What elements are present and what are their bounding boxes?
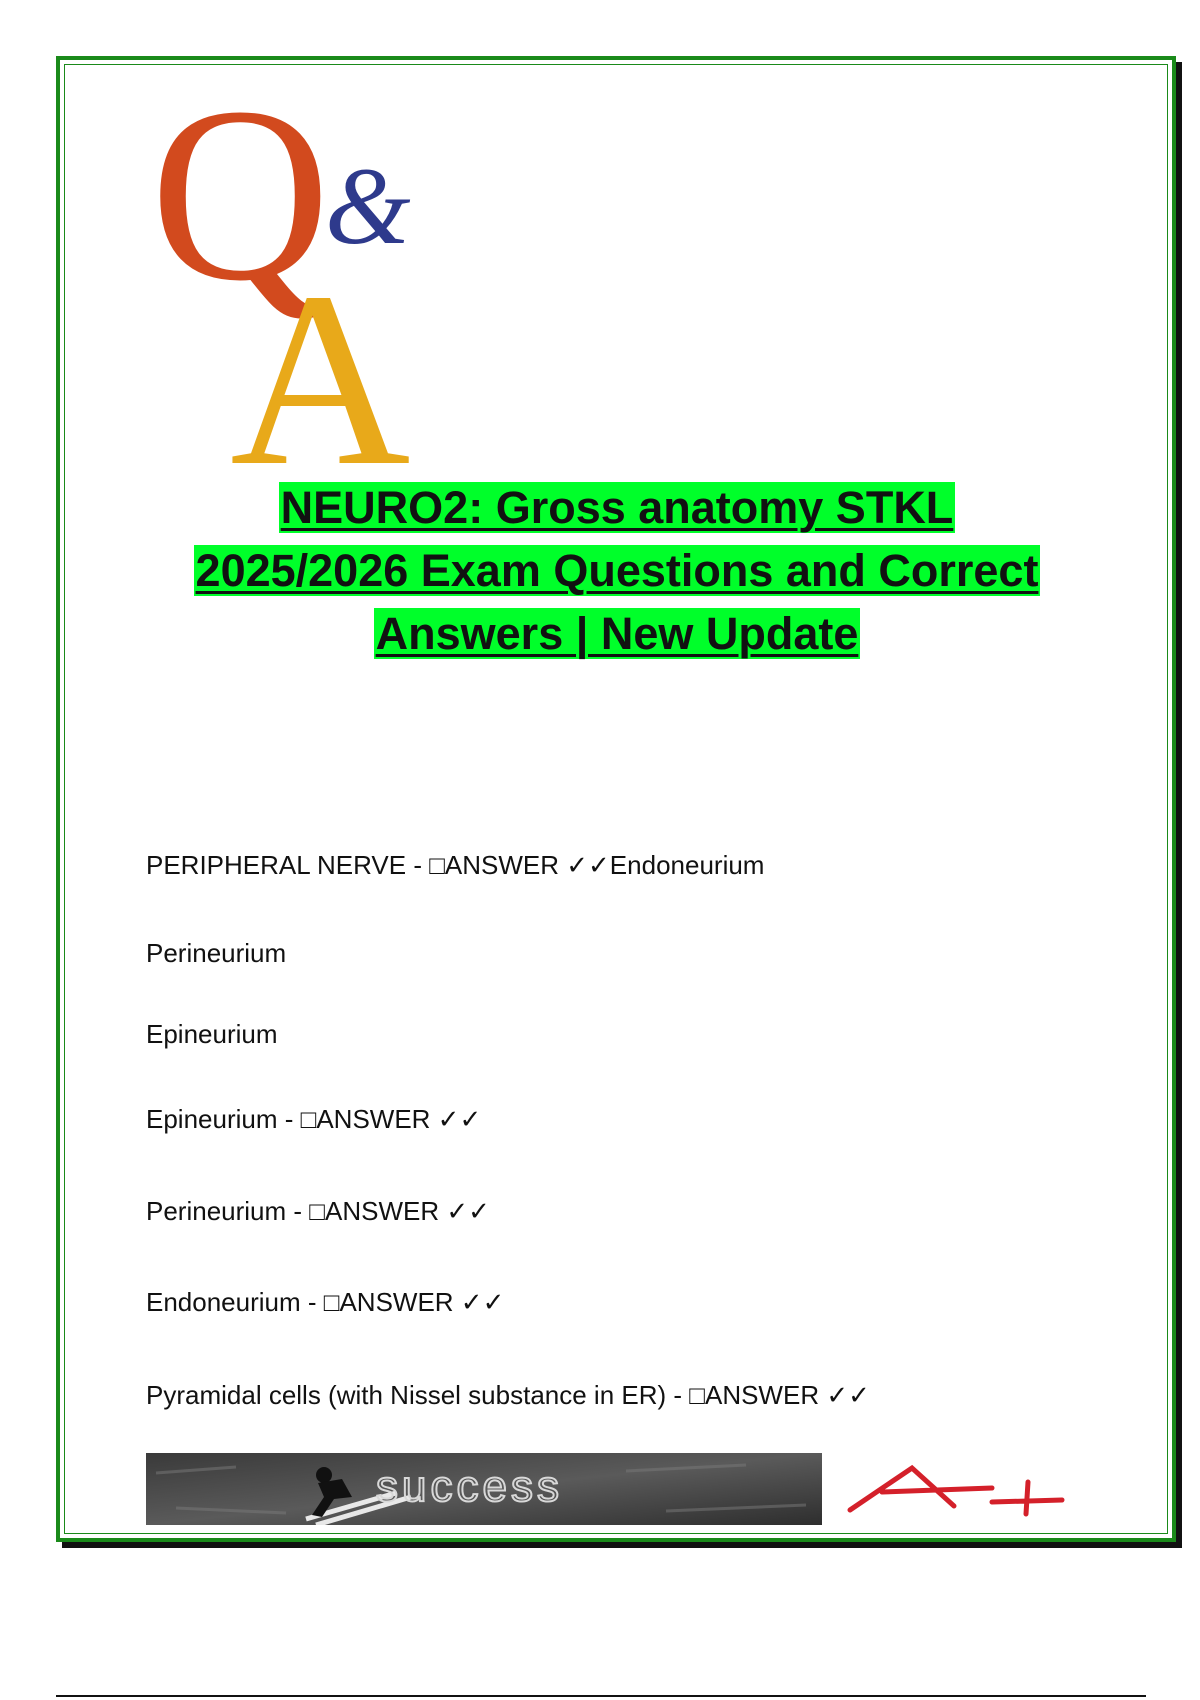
- logo-a-letter: A: [230, 241, 411, 468]
- banner-text: success: [376, 1462, 563, 1511]
- footer-divider: [56, 1695, 1146, 1697]
- logo-q-letter: Q: [150, 78, 331, 333]
- title-line: Answers | New Update: [375, 608, 859, 659]
- qa-item: Pyramidal cells (with Nissel substance in ER) - □ANSWER ✓✓: [146, 1380, 870, 1410]
- success-banner: [146, 1453, 822, 1525]
- qa-logo: [150, 78, 440, 468]
- qa-item: Endoneurium - □ANSWER ✓✓: [146, 1287, 505, 1317]
- qa-item: PERIPHERAL NERVE - □ANSWER ✓✓Endoneurium: [146, 850, 765, 880]
- title-line: NEURO2: Gross anatomy STKL: [280, 482, 954, 533]
- logo-ampersand: &: [325, 145, 411, 267]
- qa-item: Perineurium - □ANSWER ✓✓: [146, 1196, 490, 1226]
- qa-item: Epineurium: [146, 1019, 278, 1049]
- title-line: 2025/2026 Exam Questions and Correct: [195, 545, 1039, 596]
- document-title: [120, 476, 1114, 665]
- grade-label: A+: [842, 1462, 844, 1463]
- grade-logo: [842, 1462, 1066, 1518]
- qa-item: Epineurium - □ANSWER ✓✓: [146, 1104, 482, 1134]
- qa-item: Perineurium: [146, 938, 287, 968]
